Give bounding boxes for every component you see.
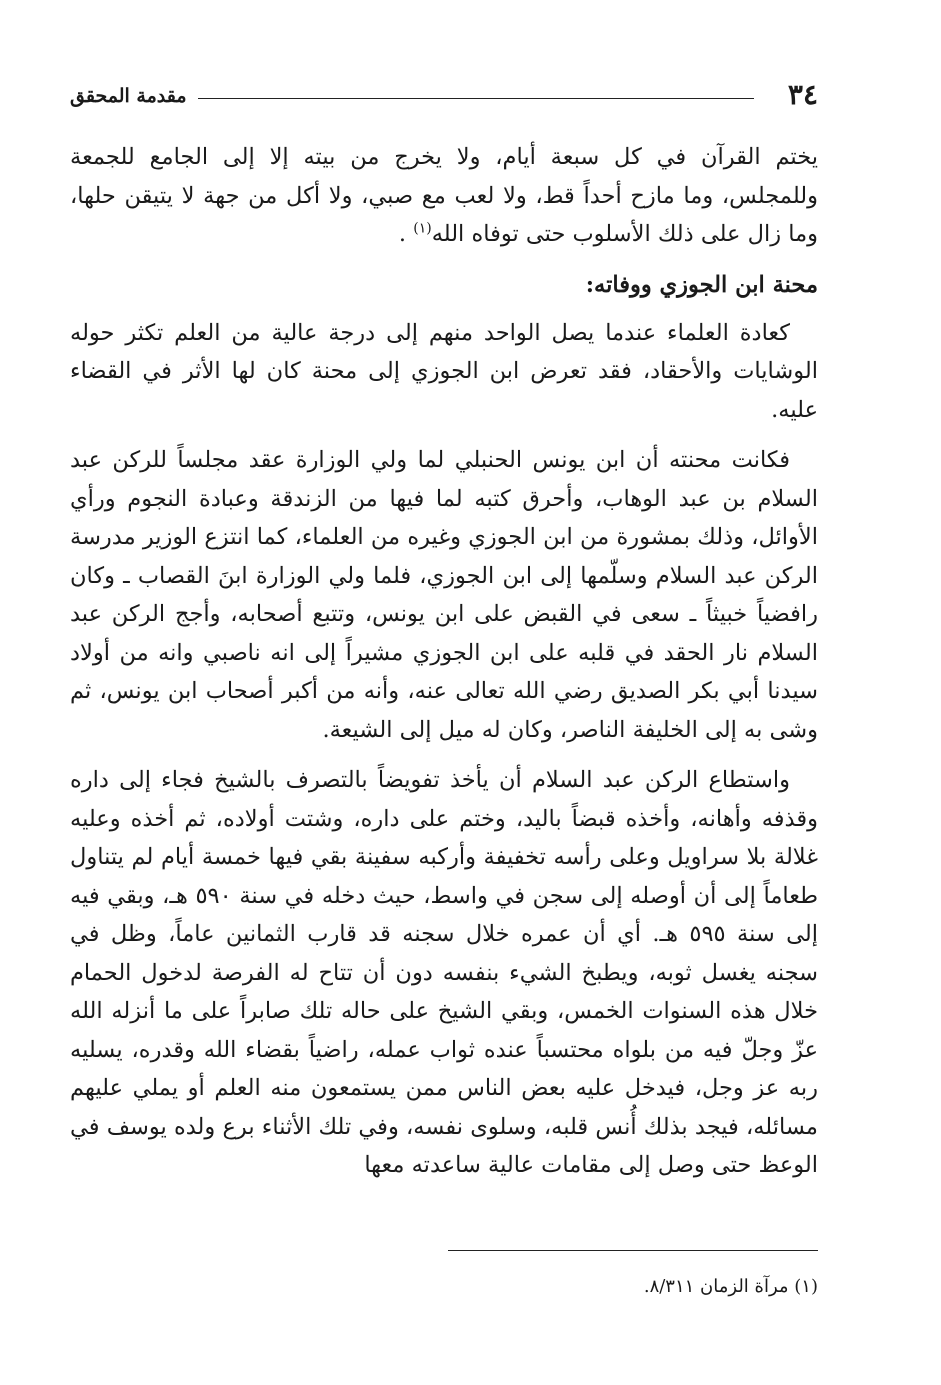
paragraph-1 (70, 138, 818, 254)
body-text (70, 138, 818, 1197)
header-rule (198, 98, 754, 99)
paragraph-3: فكانت محنته أن ابن يونس الحنبلي لما ولي الوزارة عقد مجلساً للركن عبد السلام بن عبد الوهاب، وأحرق كتبه لما فيها من الزندقة وعبادة النجوم ورأي الأوائل، وذلك بمشورة من ابن الجوزي وغيره من العلماء، كما انتزع الوزير مدرسة الركن عبد السلام وسلّمها إلى ابن الجوزي، فلما ولي الوزارة ابنَ القصاب ـ وكان رافضياً خبيثاً ـ سعى في القبض على ابن يونس، وتتبع أصحابه، وأجج الركن عبد السلام نار الحقد في قلبه على ابن الجوزي مشيراً إلى انه ناصبي وانه من أولاد سيدنا أبي بكر الصديق رضي الله تعالى عنه، وأنه من أكبر أصحاب ابن يونس، ثم وشى به إلى الخليفة الناصر، وكان له ميل إلى الشيعة. (70, 447, 818, 743)
book-page (70, 70, 818, 1330)
footnote-reference: (١) (413, 220, 432, 237)
paragraph-1-text: يختم القرآن في كل سبعة أيام، ولا يخرج من بيته إلا إلى الجامع للجمعة وللمجلس، وما مازح أحداً قط، ولا لعب مع صبي، ولا أكل من جهة لا يتيقن حلها، وما زال على ذلك الأسلوب حتى توفاه الله (70, 144, 818, 247)
footnote: (١) مرآة الزمان ٨/٣١١. (643, 1276, 818, 1297)
paragraph-4: واستطاع الركن عبد السلام أن يأخذ تفويضاً بالتصرف بالشيخ فجاء إلى داره وقذفه وأهانه، وأخذه قبضاً باليد، وختم على داره، وشتت أولاده، ثم أخذه وعليه غلالة بلا سراويل وعلى رأسه تخفيفة وأركبه سفينة بقي فيها خمسة أيام لم يتناول طعاماً إلى أن أوصله إلى سجن في واسط، حيث دخله في سنة ٥٩٠ هـ، وبقي فيه إلى سنة ٥٩٥ هـ. أي أن عمره خلال سجنه قد قارب الثمانين عاماً، وظل في سجنه يغسل ثوبه، ويطبخ الشيء بنفسه دون أن تتاح له الفرصة لدخول الحمام خلال هذه السنوات الخمس، وبقي الشيخ على حاله تلك صابراً على ما أنزله الله عزّ وجلّ فيه من بلواه محتسباً عنده ثواب عمله، راضياً بقضاء الله وقدره، يسليه ربه عز وجل، فيدخل عليه بعض الناس ممن يستمعون منه العلم أو يملي عليهم مسائله، فيجد بذلك أُنس قلبه، وسلوى نفسه، وفي تلك الأثناء برع ولده يوسف في الوعظ حتى وصل إلى مقامات عالية ساعدته معها (70, 767, 818, 1178)
paragraph-1-end: . (398, 221, 407, 247)
footnote-rule (448, 1250, 818, 1251)
page-number: ٣٤ (787, 78, 818, 111)
running-title: مقدمة المحقق (70, 85, 187, 107)
paragraph-2: كعادة العلماء عندما يصل الواحد منهم إلى درجة عالية من العلم تكثر حوله الوشايات والأحقاد، فقد تعرض ابن الجوزي إلى محنة كان لها الأثر في القضاء عليه. (70, 319, 818, 423)
section-heading: محنة ابن الجوزي ووفاته: (585, 271, 818, 298)
running-header (70, 78, 818, 112)
